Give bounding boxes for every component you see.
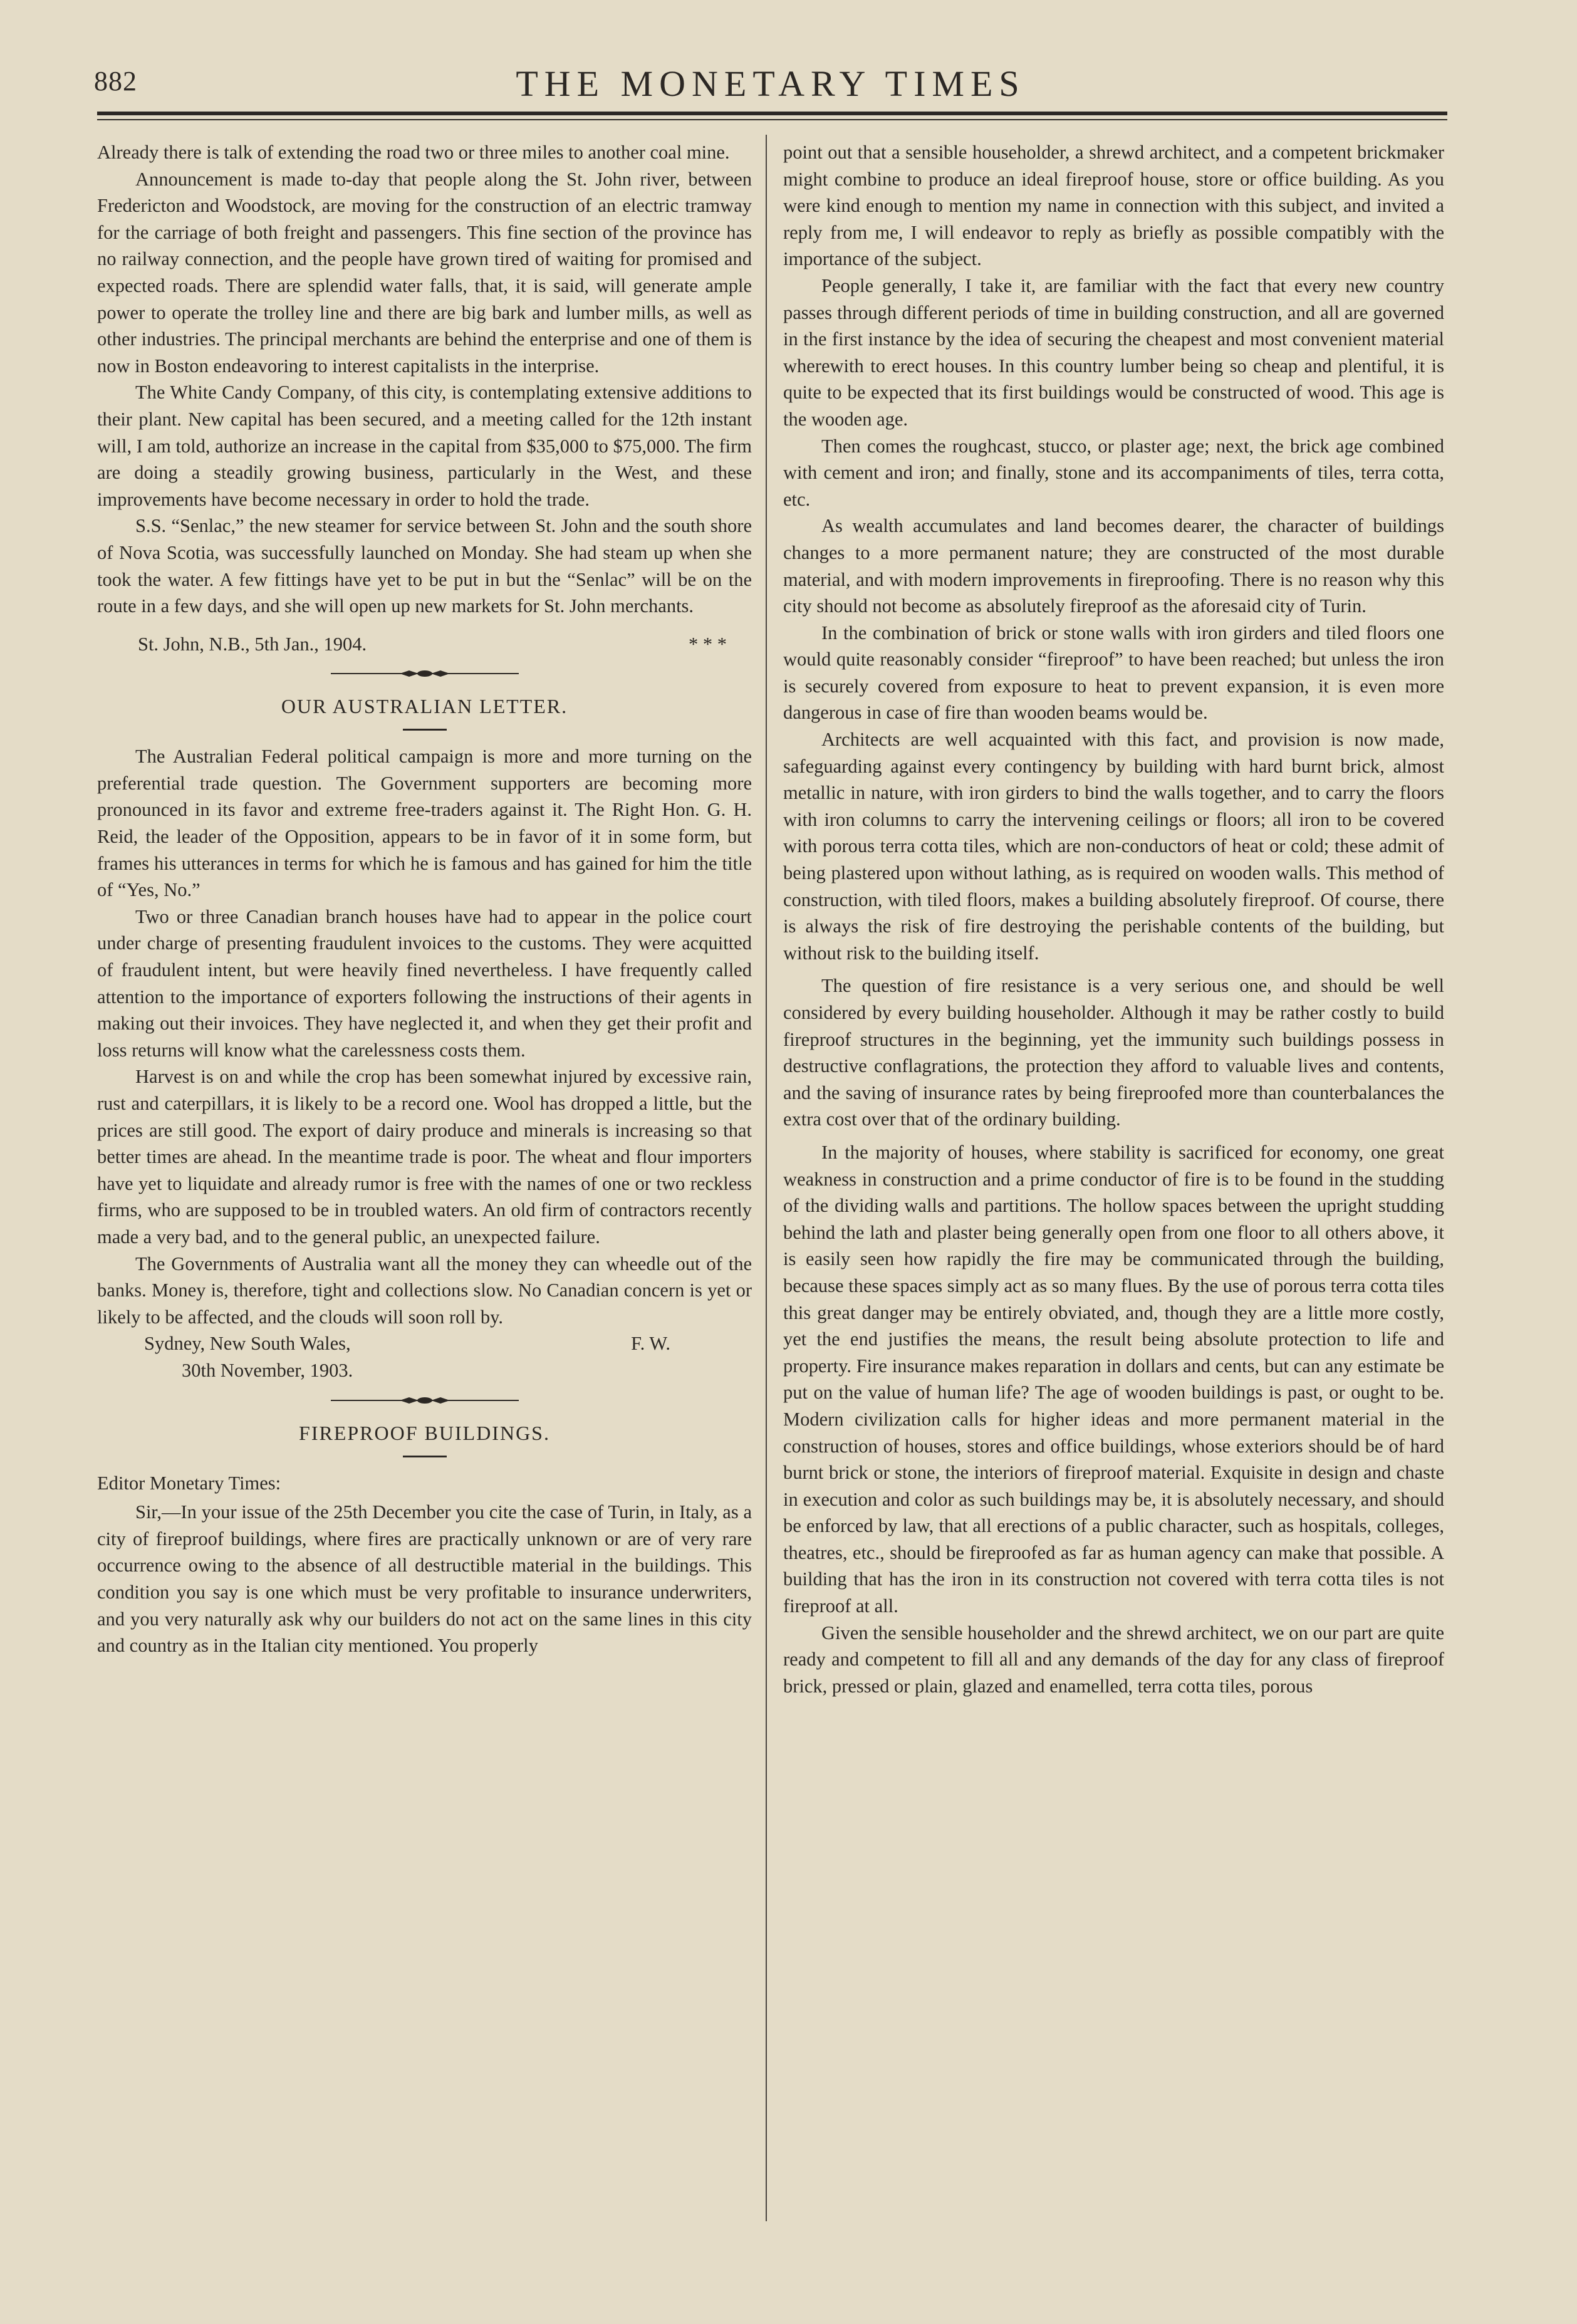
- dateline-text: St. John, N.B., 5th Jan., 1904.: [138, 633, 367, 655]
- signature-line: [97, 1330, 752, 1357]
- signature-place: Sydney, New South Wales,: [144, 1333, 351, 1355]
- paragraph: Architects are well acquainted with this fact, and provision is now made, safeguarding against every contingency by building with hard burnt brick, almost metallic in nature, with iron girders to bind the walls together, and to carry the floors with iron columns to carry the intervening ceilings or floors; all iron to be covered with porous terra cotta tiles, which are non-conductors of heat or cold; these admit of being plastered upon without lathing, as is required on wooden walls. This method of construction, with tiled floors, makes a building absolutely fireproof. Of course, there is always the risk of fire destroying the perishable contents of the building, but without risk to the building itself.: [783, 729, 1444, 964]
- left-column: [97, 139, 752, 1659]
- paragraph: The White Candy Company, of this city, is contemplating extensive additions to their plant. New capital has been secured, and a meeting called for the 12th instant will, I am told, authorize an increase in the capital from $35,000 to $75,000. The firm are doing a steadily growing business, particularly in the West, and these improvements have become necessary in order to hold the trade.: [97, 382, 752, 510]
- page-number: 882: [94, 66, 137, 96]
- paragraph: Given the sensible householder and the shrewd architect, we on our part are quite ready and competent to fill all and any demands of the day for any class of fireproof brick, pressed or plain, glazed and enamelled, terra cotta tiles, porous: [783, 1622, 1444, 1697]
- paragraph: As wealth accumulates and land becomes dearer, the character of buildings changes to a more permanent nature; they are constructed of the most durable material, and with modern improvements in fireproofing. There is no reason why this city should not become as absolutely fireproof as the aforesaid city of Turin.: [783, 515, 1444, 617]
- paragraph: In the combination of brick or stone walls with iron girders and tiled floors one would quite reasonably consider “fireproof” to have been reached; but unless the iron is securely covered from exposure to heat to prevent expansion, it is even more dangerous in case of fire than wooden beams would be.: [783, 622, 1444, 724]
- paragraph: The Governments of Australia want all the money they can wheedle out of the banks. Money is, therefore, tight and collections slow. No Canadian concern is yet or likely to be affected, and the clouds will soon roll by.: [97, 1253, 752, 1328]
- paragraph: In the majority of houses, where stability is sacrificed for economy, one great weakness in construction and a prime conductor of fire is to be found in the studding of the dividing walls and partitions. The hollow spaces between the upright studding behind the lath and plaster being generally open from one floor to all others above, it is easily seen how rapidly the fire may be communicated through the building, because these spaces simply act as so many flues. By the use of porous terra cotta tiles this great danger may be entirely obviated, and, though they are a little more costly, yet the end justifies the means, the result being absolute protection to life and property. Fire insurance makes reparation in dollars and cents, but can any estimate be put on the value of human life? The age of wooden buildings is past, or ought to be. Modern civilization calls for higher ideas and more permanent material in the construction of houses, stores and office buildings, whose exteriors should be of hard burnt brick or stone, the interiors of fireproof material. Exquisite in design and chaste in execution and color as such buildings may be, it is absolutely necessary, and should be enforced by law, that all erections of a public character, such as hospitals, colleges, theatres, etc., should be fireproofed as far as human agency can make that possible. A building that has the iron in its construction not covered with terra cotta tiles is not fireproof at all.: [783, 1141, 1444, 1617]
- paragraph: Harvest is on and while the crop has been somewhat injured by excessive rain, rust and caterpillars, it is likely to be a record one. Wool has dropped a little, but the prices are still good. The export of dairy produce and minerals is increasing so that better times are ahead. In the meantime trade is poor. The wheat and flour importers have yet to liquidate and already rumor is free with the names of one or two reckless firms, who are supposed to be in troubled waters. An old firm of contractors recently made a very bad, and to the general public, an unexpected failure.: [97, 1066, 752, 1248]
- section-heading-australian: OUR AUSTRALIAN LETTER.: [281, 695, 568, 718]
- header-rule-thick: [97, 112, 1447, 115]
- salutation: Editor Monetary Times:: [97, 1472, 281, 1494]
- heading-rule: [403, 1456, 447, 1457]
- section-heading-fireproof: FIREPROOF BUILDINGS.: [299, 1421, 550, 1444]
- header-rule-thin: [97, 119, 1447, 120]
- paragraph: People generally, I take it, are familiar with the fact that every new country passes through different periods of time in building construction, and all are governed in the first instance by the idea of securing the cheapest and most convenient material wherewith to erect houses. In this country lumber being so cheap and plentiful, it is quite to be expected that its first buildings would be constructed of wood. This age is the wooden age.: [783, 274, 1444, 430]
- paragraph: The Australian Federal political campaign is more and more turning on the preferential trade question. The Government supporters are becoming more pronounced in its favor and extreme free-traders against it. The Right Hon. G. H. Reid, the leader of the Opposition, appears to be in favor of it in some form, but frames his utterances in terms for which he is famous and has gained for him the title of “Yes, No.”: [97, 746, 752, 901]
- paragraph: Announcement is made to-day that people along the St. John river, between Fredericton and Woodstock, are moving for the construction of an electric tramway for the carriage of both freight and passengers. This fine section of the province has no railway connection, and the people have grown tired of waiting for promised and expected roads. There are splendid water falls, that, it is said, will generate ample power to operate the trolley line and there are big bark and lumber mills, as well as other industries. The principal merchants are behind the enterprise and one of them is now in Boston endeavoring to interest capitalists in the interprise.: [97, 168, 752, 377]
- signature-initials: F. W.: [631, 1333, 670, 1355]
- dateline-asterisks: * * *: [689, 633, 727, 655]
- page-header: [94, 63, 1447, 107]
- signature-date: 30th November, 1903.: [182, 1359, 353, 1381]
- section-ornament: [331, 669, 519, 679]
- paragraph: point out that a sensible householder, a shrewd architect, and a competent brickmaker might combine to produce an ideal fireproof house, store or office building. As you were kind enough to mention my name in connection with this subject, and invited a reply from me, I will endeavor to reply as briefly as possible compatibly with the importance of the subject.: [783, 142, 1444, 270]
- heading-rule: [403, 729, 447, 731]
- paragraph: The question of fire resistance is a very serious one, and should be well considered by every building householder. Although it may be rather costly to build fireproof structures in the beginning, yet the immunity such buildings possess in destructive conflagrations, the protection they afford to valuable lives and contents, and the saving of insurance rates by being fireproofed more than counterbalances the extra cost over that of the ordinary building.: [783, 975, 1444, 1130]
- paragraph: Then comes the roughcast, stucco, or plaster age; next, the brick age combined with cement and iron; and finally, stone and its accompaniments of tiles, terra cotta, etc.: [783, 435, 1444, 510]
- paragraph: Sir,—In your issue of the 25th December you cite the case of Turin, in Italy, as a city of fireproof buildings, where fires are practically unknown or are of very rare occurrence owing to the absence of all destructible material in the buildings. This condition you say is one which must be very profitable to insurance underwriters, and you very naturally ask why our builders do not act on the same lines in this city and country as in the Italian city mentioned. You properly: [97, 1501, 752, 1657]
- masthead-title: THE MONETARY TIMES: [516, 63, 1026, 104]
- right-column: [783, 139, 1444, 1699]
- section-ornament: [331, 1395, 519, 1405]
- paragraph: Two or three Canadian branch houses have had to appear in the police court under charge of presenting fraudulent invoices to the customs. They were acquitted of fraudulent intent, but were heavily fined nevertheless. I have frequently called attention to the importance of exporters following the instructions of their agents in making out their invoices. They have neglected it, and when they get their profit and loss returns will know what the carelessness costs them.: [97, 905, 752, 1061]
- dateline: [97, 631, 752, 658]
- column-divider: [766, 135, 767, 2221]
- paragraph: Already there is talk of extending the road two or three miles to another coal mine.: [97, 142, 730, 163]
- paragraph: S.S. “Senlac,” the new steamer for service between St. John and the south shore of Nova Scotia, was successfully launched on Monday. She had steam up when she took the water. A few fittings have yet to be put in but the “Senlac” will be on the route in a few days, and she will open up new markets for St. John merchants.: [97, 515, 752, 617]
